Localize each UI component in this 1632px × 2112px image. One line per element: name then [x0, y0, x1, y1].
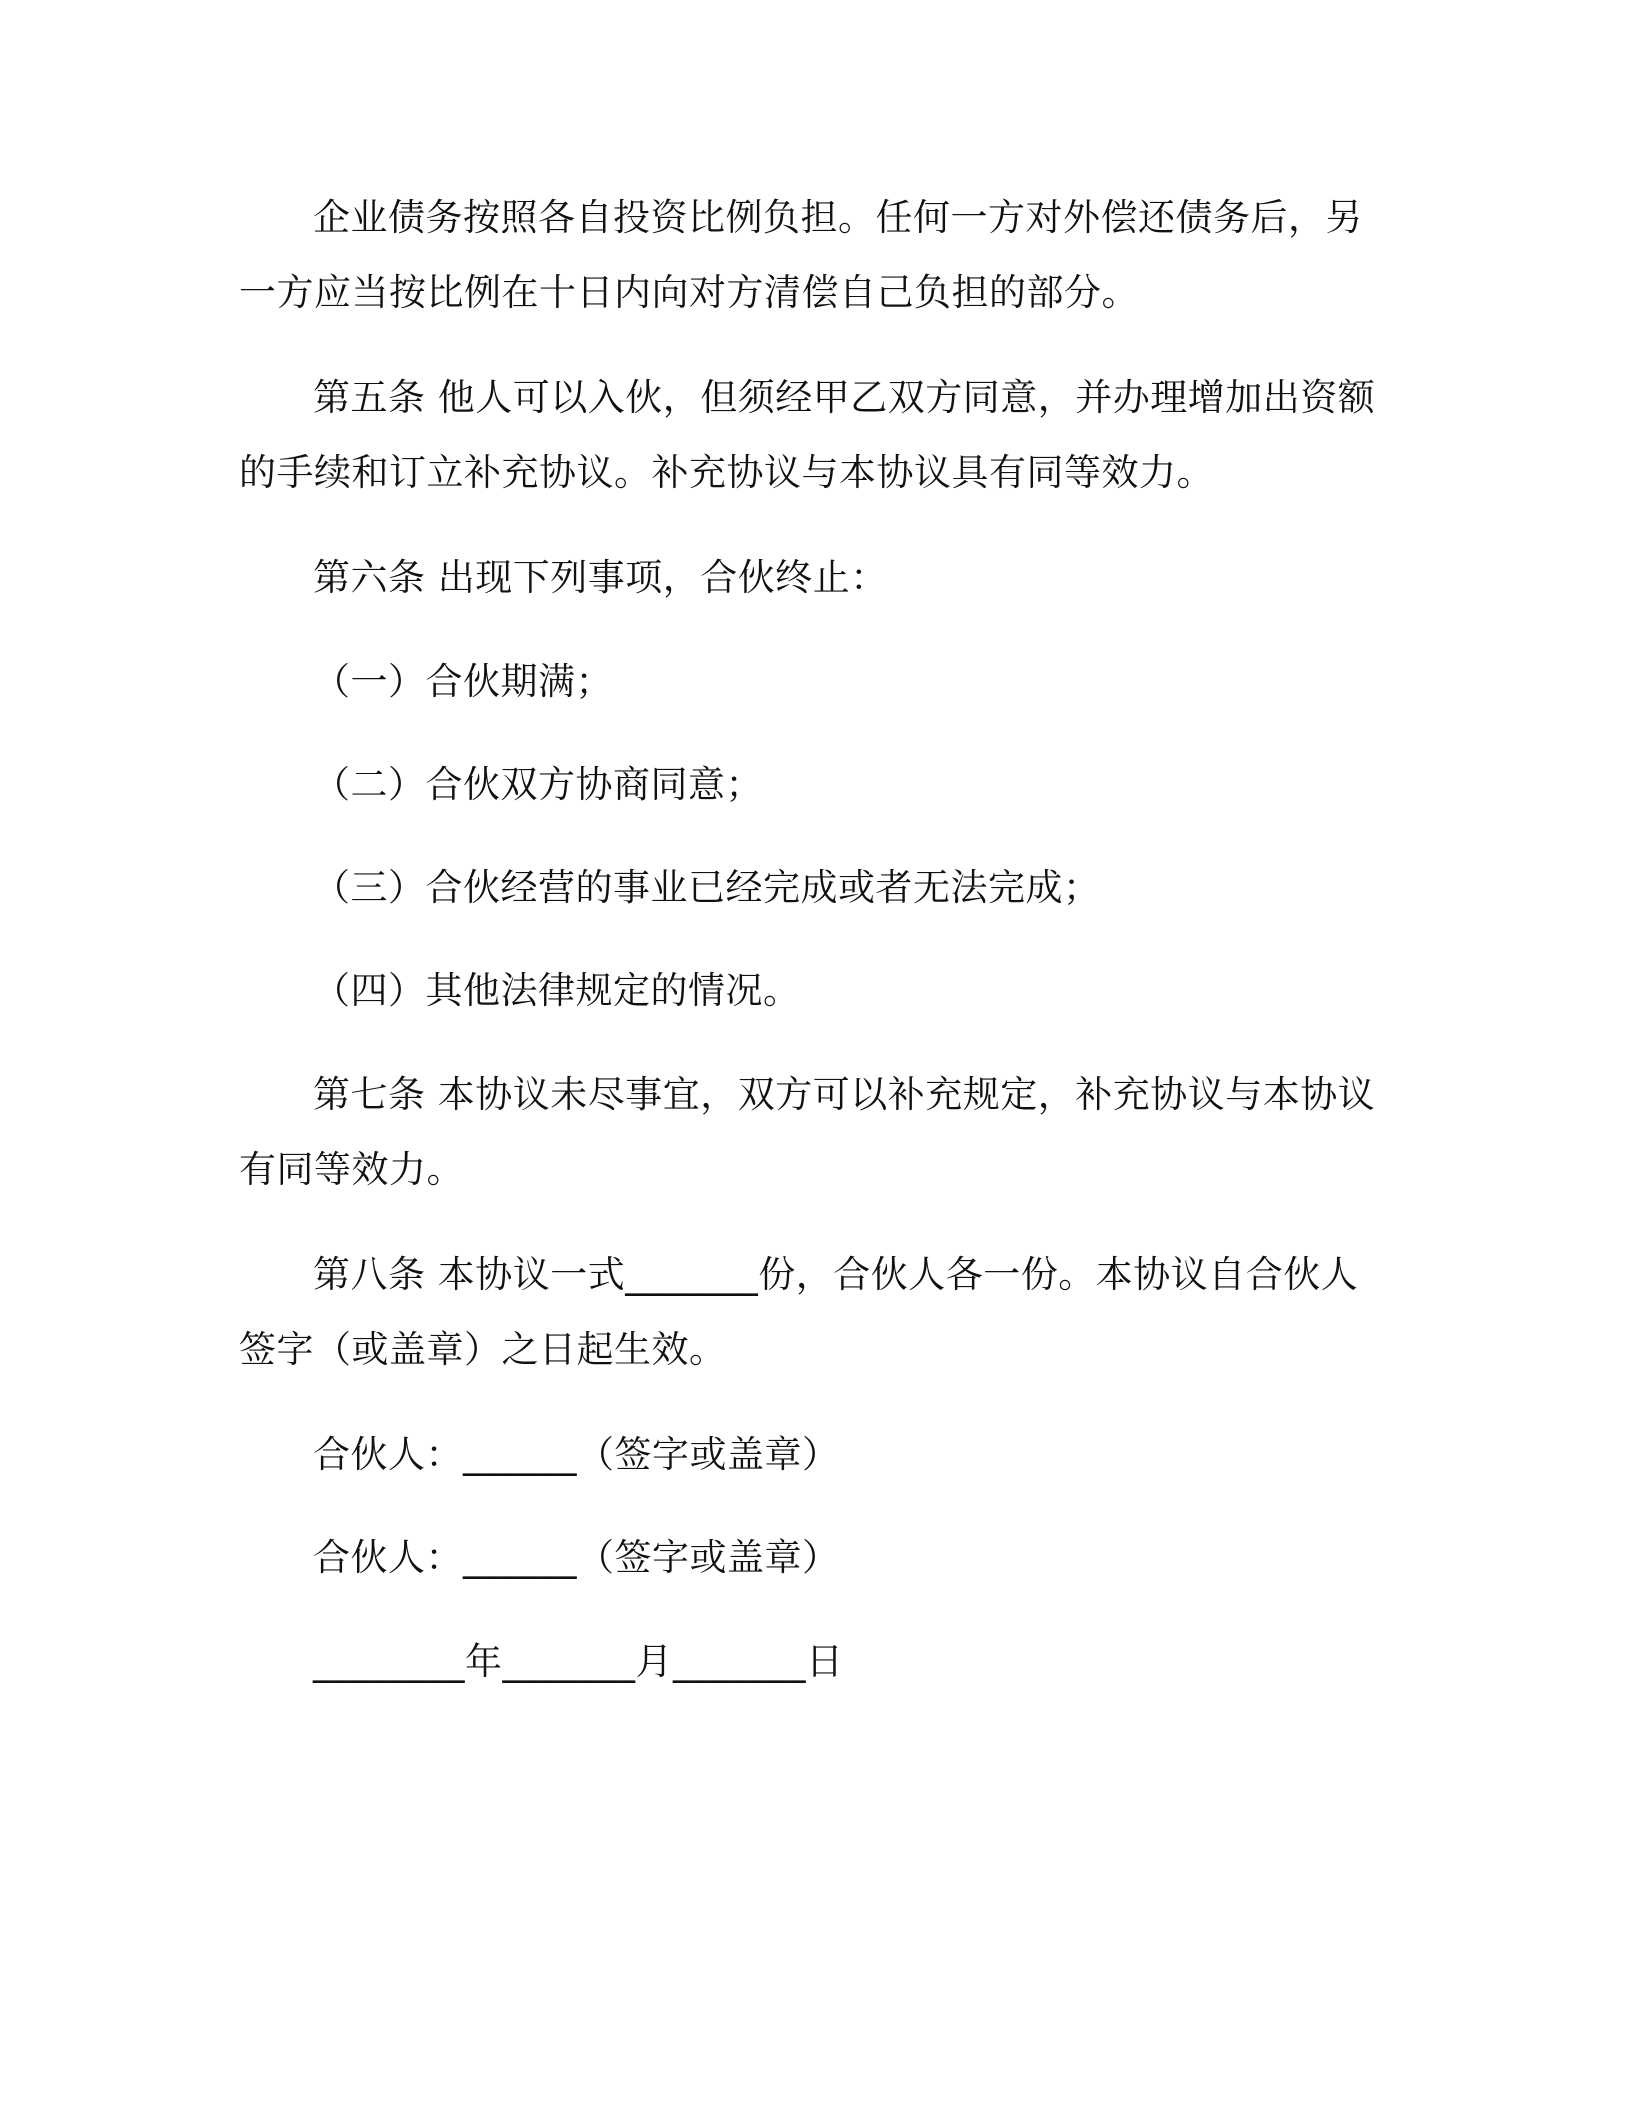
para1-line1: 企业债务按照各自投资比例负担。任何一方对外偿还债务后，另 — [313, 196, 1363, 239]
date-line: ________年_______月_______日 — [313, 1640, 844, 1683]
article8-line1: 第八条 本协议一式_______份，合伙人各一份。本协议自合伙人 — [313, 1253, 1359, 1296]
article6-item-2: （二）合伙双方协商同意； — [313, 763, 763, 806]
para1-line2: 一方应当按比例在十日内向对方清偿自己负担的部分。 — [239, 271, 1139, 314]
signature-line-1: 合伙人：______（签字或盖章） — [313, 1433, 840, 1476]
article7-line1: 第七条 本协议未尽事宜，双方可以补充规定，补充协议与本协议 — [313, 1073, 1376, 1116]
article6-item-1: （一）合伙期满； — [313, 660, 613, 703]
article5-line2: 的手续和订立补充协议。补充协议与本协议具有同等效力。 — [239, 451, 1214, 494]
signature-line-2: 合伙人：______（签字或盖章） — [313, 1536, 840, 1579]
article7-line2: 有同等效力。 — [239, 1148, 464, 1191]
article6-heading: 第六条 出现下列事项，合伙终止： — [313, 556, 888, 599]
article6-item-4: （四）其他法律规定的情况。 — [313, 969, 801, 1012]
article6-item-3: （三）合伙经营的事业已经完成或者无法完成； — [313, 866, 1101, 909]
article8-line2: 签字（或盖章）之日起生效。 — [239, 1328, 727, 1371]
article5-line1: 第五条 他人可以入伙，但须经甲乙双方同意，并办理增加出资额 — [313, 376, 1376, 419]
